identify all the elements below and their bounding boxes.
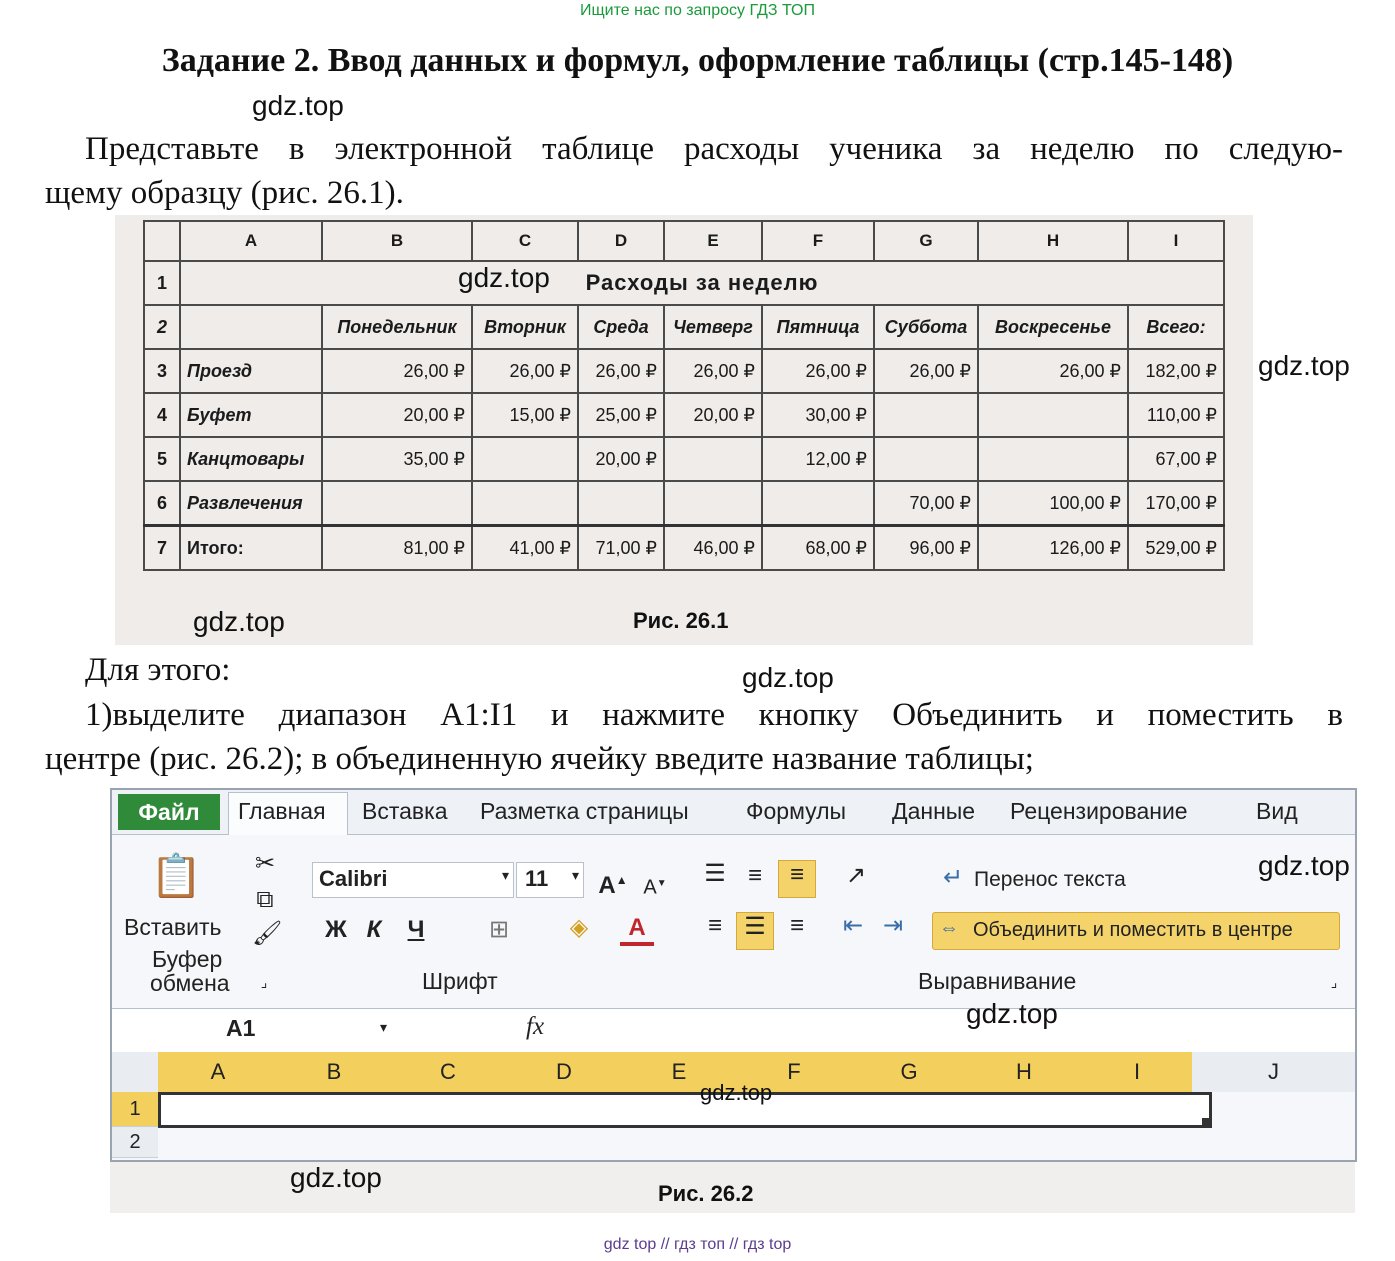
chevron-down-icon[interactable]: ▾ — [380, 1019, 388, 1035]
col-header: G — [874, 221, 978, 261]
value-cell — [472, 437, 578, 481]
total-cell: 170,00 ₽ — [1128, 481, 1224, 526]
total-cell: 529,00 ₽ — [1128, 526, 1224, 571]
day-header: Среда — [578, 305, 664, 349]
value-cell: 26,00 ₽ — [762, 349, 874, 393]
fill-color-icon[interactable]: ◈ — [569, 914, 589, 941]
alignment-group-label: Выравнивание — [918, 968, 1077, 994]
value-cell: 20,00 ₽ — [322, 393, 472, 437]
font-size-value: 11 — [525, 866, 549, 891]
row-number: 2 — [144, 305, 180, 349]
corner-cell — [144, 221, 180, 261]
value-cell — [874, 393, 978, 437]
format-painter-icon[interactable]: 🖌 — [252, 920, 283, 947]
italic-button[interactable]: К — [366, 916, 382, 943]
row-number: 7 — [144, 526, 180, 571]
value-cell: 20,00 ₽ — [578, 437, 664, 481]
col-header-j[interactable]: J — [1192, 1052, 1355, 1092]
figure-caption: Рис. 26.1 — [633, 608, 729, 633]
clipboard-group-label-1: Буфер — [152, 946, 223, 972]
align-top-icon[interactable]: ☰ — [704, 860, 726, 887]
font-size-combo[interactable] — [516, 862, 584, 898]
day-header: Суббота — [874, 305, 978, 349]
value-cell — [664, 481, 762, 526]
col-header-e[interactable]: E — [622, 1052, 737, 1092]
value-cell: 71,00 ₽ — [578, 526, 664, 571]
col-header: C — [472, 221, 578, 261]
clipboard-paste-icon[interactable]: 📋 — [150, 852, 203, 899]
watermark: gdz.top — [700, 1080, 773, 1105]
value-cell — [978, 437, 1128, 481]
value-cell: 46,00 ₽ — [664, 526, 762, 571]
figure-26-2 — [110, 788, 1355, 1213]
col-header-a[interactable]: A — [158, 1052, 279, 1092]
col-header-f[interactable]: F — [736, 1052, 853, 1092]
align-center-icon[interactable]: ☰ — [736, 912, 774, 950]
tab-file[interactable]: Файл — [118, 794, 220, 830]
value-cell — [978, 393, 1128, 437]
figure-caption: Рис. 26.2 — [658, 1181, 754, 1206]
merge-center-label: Объединить и поместить в центре — [973, 919, 1293, 941]
chevron-down-icon[interactable]: ▾ — [571, 867, 579, 883]
value-cell: 100,00 ₽ — [978, 481, 1128, 526]
col-header: H — [978, 221, 1128, 261]
table-title-cell: Расходы за неделю — [180, 261, 1224, 305]
value-cell: 26,00 ₽ — [472, 349, 578, 393]
value-cell: 30,00 ₽ — [762, 393, 874, 437]
value-cell — [322, 481, 472, 526]
search-hint-link[interactable]: Ищите нас по запросу ГДЗ ТОП — [580, 2, 815, 19]
tab-data[interactable]: Данные — [892, 798, 976, 824]
col-header-h[interactable]: H — [966, 1052, 1083, 1092]
total-cell: 67,00 ₽ — [1128, 437, 1224, 481]
watermark: gdz.top — [193, 606, 285, 637]
watermark: gdz.top — [1258, 850, 1350, 881]
value-cell: 96,00 ₽ — [874, 526, 978, 571]
empty-cell — [180, 305, 322, 349]
row-number: 4 — [144, 393, 180, 437]
col-header: B — [322, 221, 472, 261]
tab-home[interactable]: Главная — [238, 798, 326, 824]
value-cell: 35,00 ₽ — [322, 437, 472, 481]
day-header: Воскресенье — [978, 305, 1128, 349]
total-cell: 110,00 ₽ — [1128, 393, 1224, 437]
value-cell — [578, 481, 664, 526]
col-header-g[interactable]: G — [852, 1052, 967, 1092]
watermark: gdz.top — [290, 1162, 382, 1193]
value-cell: 68,00 ₽ — [762, 526, 874, 571]
value-cell: 15,00 ₽ — [472, 393, 578, 437]
dialog-launcher-icon[interactable]: ⌟ — [1330, 974, 1338, 990]
align-middle-icon[interactable]: ≡ — [747, 862, 762, 889]
font-color-icon[interactable]: A — [620, 914, 654, 946]
value-cell: 81,00 ₽ — [322, 526, 472, 571]
day-header: Вторник — [472, 305, 578, 349]
col-header: A — [180, 221, 322, 261]
figure-26-1 — [115, 215, 1253, 645]
underline-button[interactable]: Ч — [407, 916, 425, 943]
row-label: Развлечения — [180, 481, 322, 526]
merge-cells-icon: ⇔ — [939, 917, 959, 939]
row-label: Проезд — [180, 349, 322, 393]
col-header-b[interactable]: B — [278, 1052, 391, 1092]
row-header-1[interactable]: 1 — [112, 1092, 158, 1127]
watermark: gdz.top — [458, 262, 550, 293]
copy-icon[interactable]: ⧉ — [256, 886, 274, 913]
day-header: Понедельник — [322, 305, 472, 349]
col-header-d[interactable]: D — [506, 1052, 623, 1092]
row-label: Канцтовары — [180, 437, 322, 481]
name-box[interactable]: A1 — [226, 1015, 256, 1041]
col-header: D — [578, 221, 664, 261]
watermark: gdz.top — [742, 662, 834, 693]
value-cell: 12,00 ₽ — [762, 437, 874, 481]
clipboard-group-label-2: обмена — [150, 970, 230, 996]
wrap-text-icon[interactable]: ↵ — [942, 864, 964, 891]
col-header: E — [664, 221, 762, 261]
borders-icon[interactable]: ⊞ — [488, 916, 510, 943]
day-header: Четверг — [664, 305, 762, 349]
tab-formulas[interactable]: Формулы — [746, 798, 847, 824]
ribbon-tabs — [112, 790, 1355, 835]
col-header: I — [1128, 221, 1224, 261]
value-cell: 26,00 ₽ — [322, 349, 472, 393]
fx-icon[interactable]: fx — [526, 1013, 545, 1040]
value-cell — [874, 437, 978, 481]
watermark: gdz.top — [1258, 350, 1350, 381]
row-number: 6 — [144, 481, 180, 526]
value-cell: 126,00 ₽ — [978, 526, 1128, 571]
paste-button[interactable]: Вставить — [124, 914, 222, 940]
intro-line-1: Представьте в электронной таблице расходы ученика за неделю по следую- — [85, 131, 1343, 167]
expense-spreadsheet — [143, 220, 1225, 571]
chevron-down-icon[interactable]: ▾ — [501, 867, 509, 883]
wrap-text-button[interactable]: Перенос текста — [974, 868, 1126, 891]
page-title: Задание 2. Ввод данных и формул, оформление таблицы (стр.145-148) — [161, 42, 1234, 79]
font-name-value: Calibri — [319, 866, 388, 891]
align-left-icon[interactable]: ≡ — [707, 912, 722, 939]
watermark: gdz.top — [252, 90, 344, 121]
col-header-c[interactable]: C — [390, 1052, 507, 1092]
tab-page-layout[interactable]: Разметка страницы — [480, 798, 689, 824]
align-right-icon[interactable]: ≡ — [789, 912, 804, 939]
value-cell — [472, 481, 578, 526]
day-header: Пятница — [762, 305, 874, 349]
shrink-font-icon[interactable]: A▼ — [643, 876, 667, 899]
footer-links[interactable]: gdz top // гдз топ // гдз top — [603, 1236, 792, 1253]
value-cell: 25,00 ₽ — [578, 393, 664, 437]
value-cell: 26,00 ₽ — [874, 349, 978, 393]
value-cell — [664, 437, 762, 481]
tab-view[interactable]: Вид — [1256, 798, 1298, 824]
increase-indent-icon[interactable]: ⇥ — [882, 912, 904, 939]
step1-line-1: 1)выделите диапазон A1:I1 и нажмите кнопку Объединить и поместить в — [85, 697, 1343, 733]
tab-review[interactable]: Рецензирование — [1010, 798, 1188, 824]
font-name-combo[interactable] — [312, 862, 514, 898]
value-cell: 41,00 ₽ — [472, 526, 578, 571]
row-number: 3 — [144, 349, 180, 393]
value-cell — [762, 481, 874, 526]
watermark: gdz.top — [966, 998, 1058, 1029]
select-all-corner[interactable] — [112, 1052, 159, 1092]
for-this-text: Для этого: — [85, 652, 231, 688]
total-header: Всего: — [1128, 305, 1224, 349]
merge-center-button[interactable] — [932, 912, 1340, 950]
font-group-label: Шрифт — [422, 968, 498, 994]
col-header-i[interactable]: I — [1082, 1052, 1193, 1092]
value-cell: 20,00 ₽ — [664, 393, 762, 437]
selected-range-a1-i1[interactable] — [158, 1092, 1212, 1128]
formula-bar — [112, 1008, 1355, 1054]
grow-font-icon[interactable]: A▲ — [598, 872, 628, 899]
value-cell: 26,00 ₽ — [578, 349, 664, 393]
step1-line-2: центре (рис. 26.2); в объединенную ячейку введите название таблицы; — [45, 741, 1034, 777]
value-cell: 26,00 ₽ — [978, 349, 1128, 393]
bold-button[interactable]: Ж — [325, 916, 347, 943]
fill-handle[interactable] — [1202, 1118, 1210, 1126]
row-number: 1 — [144, 261, 180, 305]
tab-insert[interactable]: Вставка — [362, 798, 448, 824]
orientation-icon[interactable]: ↗ — [845, 862, 867, 889]
intro-line-2: щему образцу (рис. 26.1). — [45, 175, 404, 211]
cut-icon[interactable]: ✂ — [254, 850, 276, 877]
dialog-launcher-icon[interactable]: ⌟ — [260, 974, 268, 990]
row-label: Буфет — [180, 393, 322, 437]
value-cell: 70,00 ₽ — [874, 481, 978, 526]
row-header-2[interactable]: 2 — [112, 1127, 158, 1158]
row-number: 5 — [144, 437, 180, 481]
value-cell: 26,00 ₽ — [664, 349, 762, 393]
align-bottom-icon[interactable]: ≡ — [778, 860, 816, 898]
total-cell: 182,00 ₽ — [1128, 349, 1224, 393]
col-header: F — [762, 221, 874, 261]
row-label: Итого: — [180, 526, 322, 571]
decrease-indent-icon[interactable]: ⇤ — [842, 912, 864, 939]
